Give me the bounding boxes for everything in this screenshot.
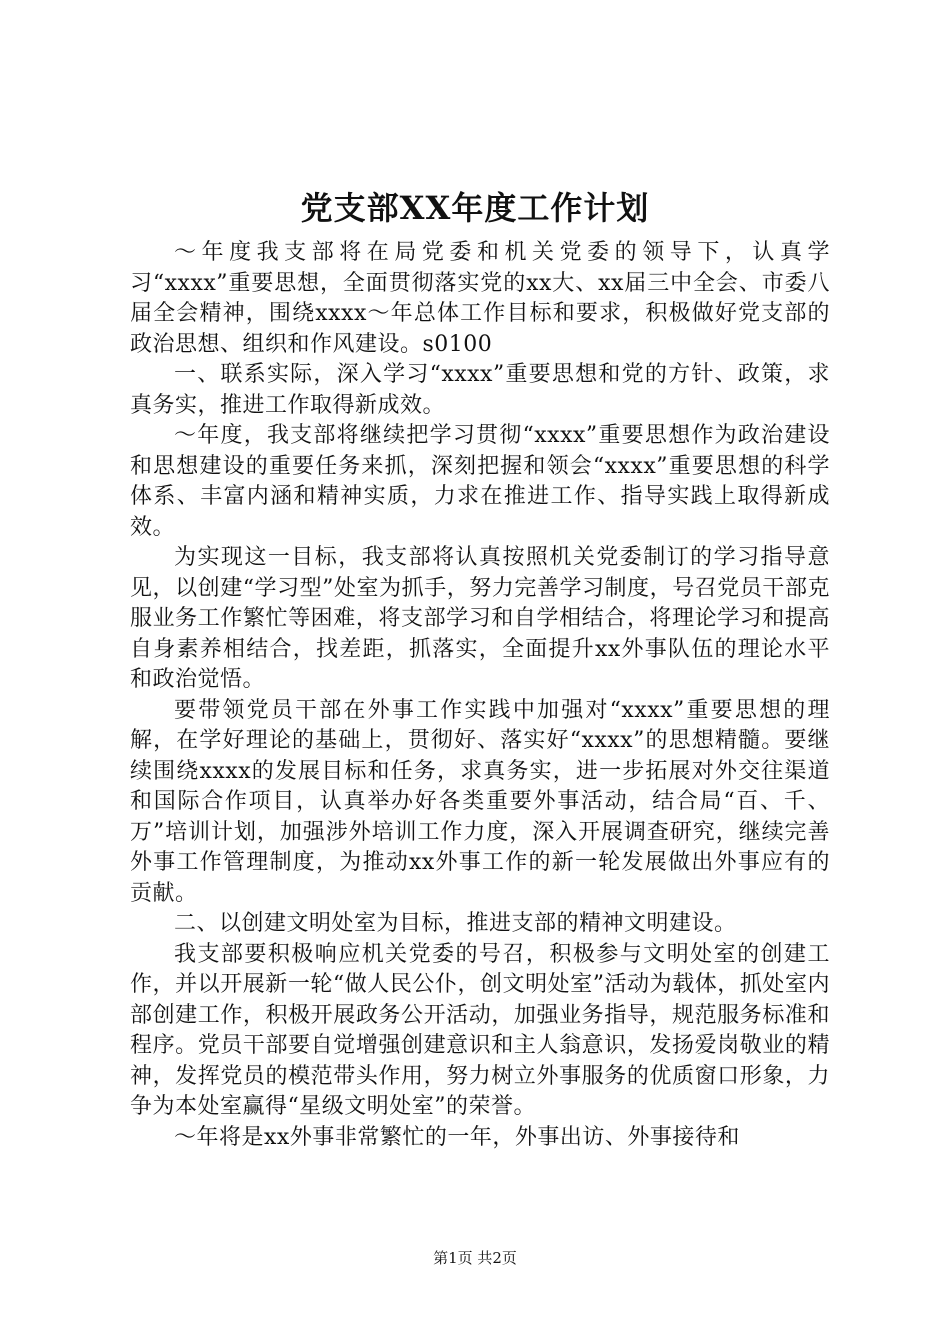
section-heading-2: 二、以创建文明处室为目标，推进支部的精神文明建设。 xyxy=(174,911,737,936)
paragraph: 要带领党员干部在外事工作实践中加强对“xxxx”重要思想的理解，在学好理论的基础上，贯彻好、落实好“xxxx”的思想精髓。要继续围绕xxxx的发展目标和任务，求真务实，进一步拓展对外交往渠道和国际合作项目，认真举办好各类重要外事活动，结合局“百、千、万”培训计划，加强涉外培训工作力度，深入开展调查研究，继续完善外事工作管理制度，为推动xx外事工作的新一轮发展做出外事应有的贡献。 xyxy=(130,697,830,906)
paragraph-intro: ～年度我支部将在局党委和机关党委的领导下，认真学习“xxxx”重要思想，全面贯彻落实党的xx大、xx届三中全会、市委八届全会精神，围绕xxxx～年总体工作目标和要求，积极做好党支部的政治思想、组织和作风建设。s0100 xyxy=(130,240,830,357)
document-body xyxy=(130,238,830,1153)
page-footer xyxy=(0,1248,950,1268)
document-title: 党支部XX年度工作计划 xyxy=(300,189,650,227)
paragraph: 我支部要积极响应机关党委的号召，积极参与文明处室的创建工作，并以开展新一轮“做人民公仆，创文明处室”活动为载体，抓处室内部创建工作，积极开展政务公开活动，加强业务指导，规范服务标准和程序。党员干部要自觉增强创建意识和主人翁意识，发扬爱岗敬业的精神，发挥党员的模范带头作用，努力树立外事服务的优质窗口形象，力争为本处室赢得“星级文明处室”的荣誉。 xyxy=(130,941,830,1119)
paragraph: ～年将是xx外事非常繁忙的一年，外事出访、外事接待和 xyxy=(174,1124,740,1150)
page-number: 第1页 共2页 xyxy=(433,1249,517,1267)
paragraph: 为实现这一目标，我支部将认真按照机关党委制订的学习指导意见，以创建“学习型”处室为抓手，努力完善学习制度，号召党员干部克服业务工作繁忙等困难，将支部学习和自学相结合，将理论学习和提高自身素养相结合，找差距，抓落实，全面提升xx外事队伍的理论水平和政治觉悟。 xyxy=(130,545,830,692)
paragraph: ～年度，我支部将继续把学习贯彻“xxxx”重要思想作为政治建设和思想建设的重要任务来抓，深刻把握和领会“xxxx”重要思想的科学体系、丰富内涵和精神实质，力求在推进工作、指导实践上取得新成效。 xyxy=(130,423,830,540)
section-heading-1: 一、联系实际，深入学习“xxxx”重要思想和党的方针、政策，求真务实，推进工作取得新成效。 xyxy=(130,362,830,418)
